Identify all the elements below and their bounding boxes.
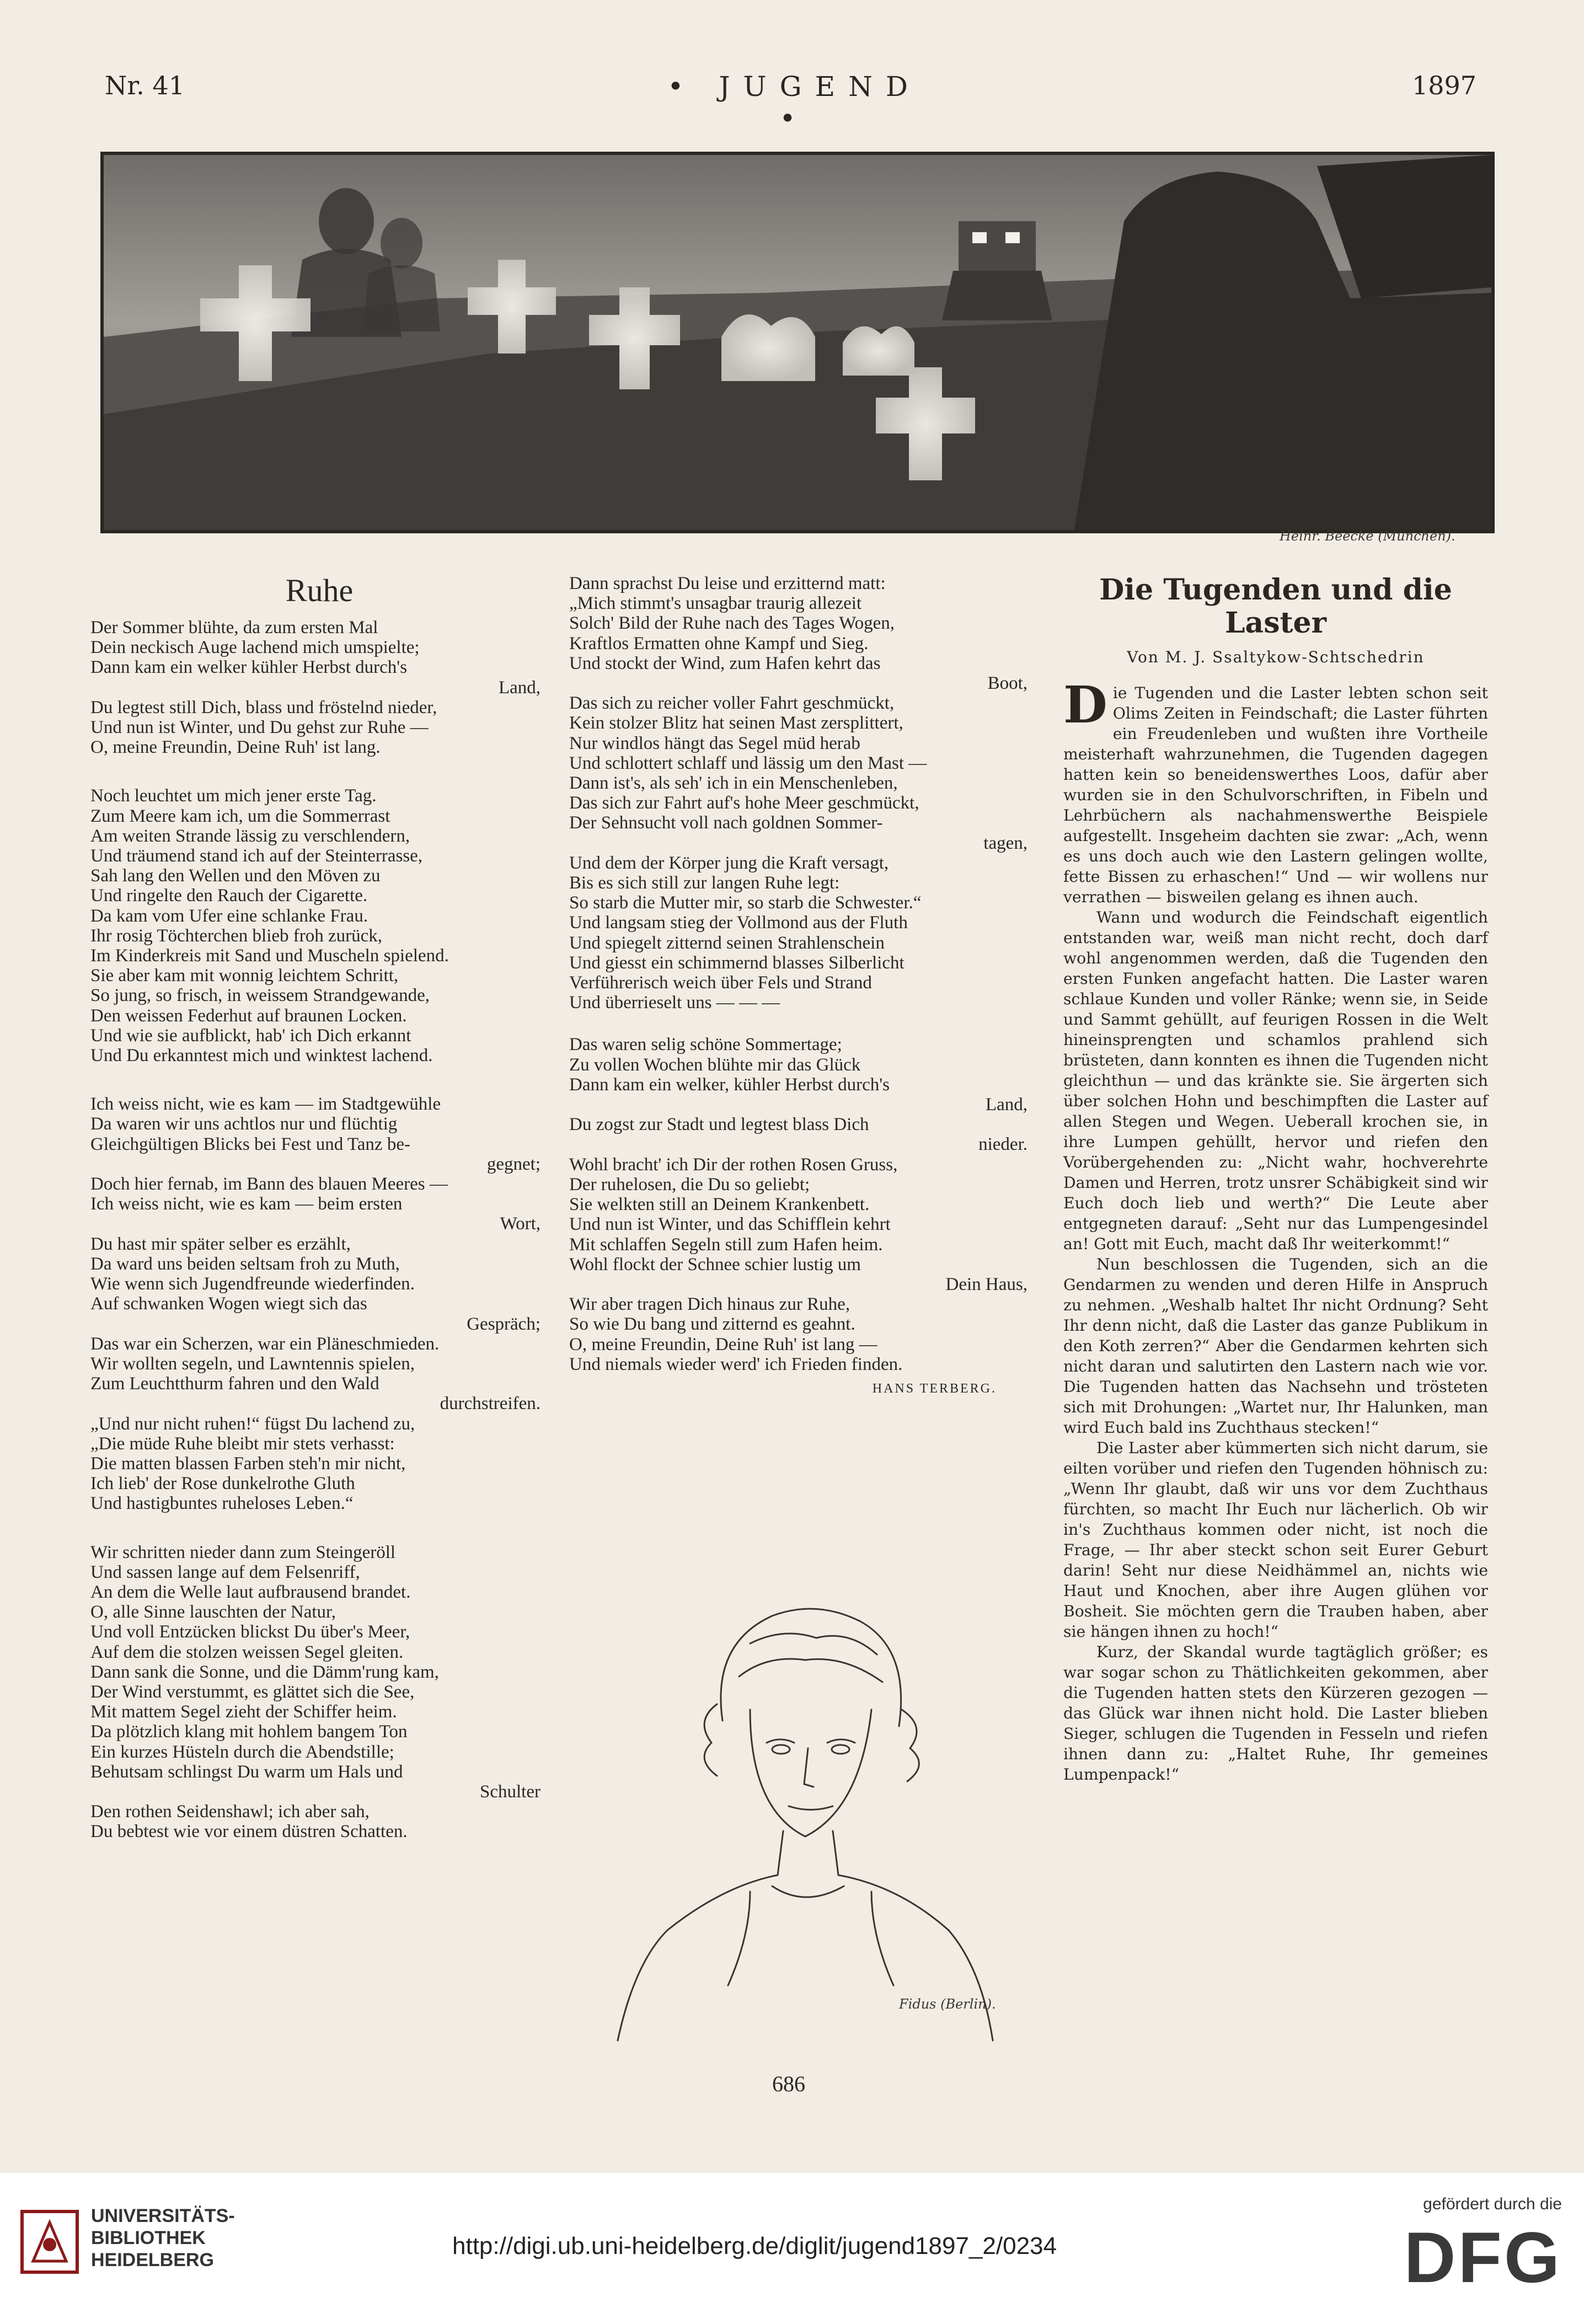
poem-line: An dem die Welle laut aufbrausend brandet.: [90, 1582, 411, 1602]
poem-line: Sie welkten still an Deinem Krankenbett.: [569, 1195, 870, 1215]
essay-paragraph: Kurz, der Skandal wurde tagtäglich größer; es war sogar schon zu Thätlichkeiten gekommen, aber die Tugenden hatten stets den Kürzeren gezogen — das Glück war ihnen nicht hold. Die Laster blieben Sieger, schlugen die Tugenden in Fesseln und riefen ihnen dann zu: „Haltet Ruhe, Ihr gemeines Lumpenpack!“: [1063, 1643, 1488, 1784]
poem-title: Ruhe: [285, 572, 354, 608]
illustration-credit: Heinr. Beecke (München).: [1280, 528, 1455, 544]
poem-stanza: [90, 618, 548, 757]
poem-line: Da waren wir uns achtlos nur und flüchtig: [90, 1114, 398, 1134]
poem-stanza: [569, 1035, 1035, 1374]
poem-line: Der Wind verstummt, es glättet sich die See,: [90, 1682, 415, 1702]
poem-line: Und langsam stieg der Vollmond aus der Fluth: [569, 913, 908, 933]
poem-line: Ich weiss nicht, wie es kam — beim ersten: [90, 1194, 403, 1214]
poem-stanza: [569, 574, 1035, 1013]
essay-body: [1063, 675, 1488, 1785]
poem-line: Den rothen Seidenshawl; ich aber sah,: [90, 1802, 370, 1822]
poem-line: Ich weiss nicht, wie es kam — im Stadtgewühle: [90, 1094, 441, 1115]
poem-line: Wie wenn sich Jugendfreunde wiederfinden.: [90, 1274, 415, 1294]
poem-line: Und spiegelt zitternd seinen Strahlenschein: [569, 933, 885, 953]
poem-line: „Und nur nicht ruhen!“ fügst Du lachend zu,: [90, 1413, 415, 1434]
portrait-drawing: [585, 1577, 1026, 2052]
funding-note: gefördert durch die: [1423, 2195, 1562, 2213]
poem-line: Auf schwanken Wogen wiegt sich das: [90, 1294, 367, 1314]
poem-line: Verführerisch weich über Fels und Strand: [569, 973, 872, 993]
essay-paragraph: Nun beschlossen die Tugenden, sich an die Gendarmen zu wenden und deren Hilfe in Anspruch zu nehmen. „Weshalb haltet Ihr nicht Ordnung? Seht Ihr denn nicht, daß die Laster das ganze Publikum in den Koth zerren?“ Aber die Gendarmen kehrten sich nicht daran und salutirten den Lastern nach wie vor. Die Tugenden hatten das Nachsehn und trösteten sich mit Drohungen: „Wartet nur, Ihr Halunken, man wird Euch bald ins Zuchthaus stecken!“: [1063, 1255, 1488, 1437]
poem-line: Die matten blassen Farben steh'n mir nicht,: [90, 1453, 406, 1474]
poem-line: Und niemals wieder werd' ich Frieden finden.: [569, 1354, 903, 1374]
poem-line: Da plötzlich klang mit hohlem bangem Ton: [90, 1722, 408, 1742]
poem-line: tagen,: [983, 833, 1028, 853]
university-seal-icon: [17, 2206, 83, 2278]
poem-line: Und voll Entzücken blickst Du über's Meer,: [90, 1622, 410, 1642]
poem-line: Der Sehnsucht voll nach goldnen Sommer-: [569, 813, 883, 833]
poem-line: So starb die Mutter mir, so starb die Schwester.“: [569, 893, 922, 913]
poem-line: Zu vollen Wochen blühte mir das Glück: [569, 1054, 861, 1075]
poem-line: Das war ein Scherzen, war ein Pläneschmieden.: [90, 1334, 440, 1354]
poem-line: Solch' Bild der Ruhe nach des Tages Wogen,: [569, 613, 895, 634]
graveyard-illustration: [100, 152, 1495, 533]
poem-stanza: [90, 1094, 548, 1513]
poem-line: Behutsam schlingst Du warm um Hals und: [90, 1761, 403, 1782]
essay-paragraph: Wann und wodurch die Feindschaft eigentlich entstanden war, weiß man nicht recht, doch darf wohl angenommen werden, daß die Tugenden den ersten Funken angefacht hatten. Die Laster waren schlaue Kunden und voller Ränke; wenn sie, in Seide und Sammt gehüllt, auf feurigen Rossen in die Welt hineinsprengten und schamlos prahlend sich brüsteten, dann konnten es ihnen die Tugenden nicht gleichthun — und das kränkte sie. Sie ärgerten sich über solchen Hohn und beschimpften die Laster auf allen Stegen und Wegen. Ueberall krochen sie, in ihre Lumpen gehüllt, hervor und riefen den Vorübergehenden zu: „Nicht wahr, hochverehrte Damen und Herren, trotz unsrer Schäbigkeit sind wir Euch doch lieb und werth?“ Die Leute aber entgegneten darauf: „Seht nur das Lumpengesindel an! Gott mit Euch, macht daß Ihr weiterkommt!“: [1063, 908, 1488, 1254]
poem-line: Dein neckisch Auge lachend mich umspielte;: [90, 638, 420, 658]
poem-stanza: [90, 786, 548, 1065]
poem-line: Gleichgültigen Blicks bei Fest und Tanz be-: [90, 1134, 410, 1154]
poem-line: Das sich zur Fahrt auf's hohe Meer geschmückt,: [569, 793, 919, 813]
poem-line: Da ward uns beiden seltsam froh zu Muth,: [90, 1254, 400, 1274]
poem-line: Und giesst ein schimmernd blasses Silberlicht: [569, 952, 905, 973]
poem-line: Und hastigbuntes ruheloses Leben.“: [90, 1493, 354, 1514]
poem-line: Ein kurzes Hüsteln durch die Abendstille;: [90, 1742, 394, 1762]
poem-line: Und dem der Körper jung die Kraft versagt,: [569, 853, 889, 873]
poem-line: Land,: [985, 1095, 1028, 1115]
poem-line: Du bebtest wie vor einem düstren Schatten.: [90, 1822, 408, 1842]
essay-paragraph: Die Tugenden und die Laster lebten schon seit Olims Zeiten in Feindschaft; die Laster führten ein Freudenleben und wußten ihre Vortheile meisterhaft wahrzunehmen, die Tugenden dagegen hatten kein so beneidenswerthes Loos, dafür aber wurden sie in den Schulvorschriften, in Fibeln und Lehrbüchern als nachahmenswerthe Beispiele aufgestellt. Insgeheim dachten sie zwar: „Ach, wenn es uns doch auch wie den Lastern gelingen wollte, fette Bissen zu erhaschen!“ Und — wir wollens nur verrathen — bisweilen gelang es ihnen auch.: [1063, 675, 1488, 907]
poem-column-2: [569, 574, 1035, 1399]
source-url-link[interactable]: http://digi.ub.uni-heidelberg.de/diglit/jugend1897_2/0234: [452, 2232, 1057, 2259]
poem-line: Der ruhelosen, die Du so geliebt;: [569, 1174, 810, 1195]
poem-line: Dann kam ein welker kühler Herbst durch's: [90, 657, 408, 678]
poem-line: Mit schlaffen Segeln still zum Hafen heim.: [569, 1234, 883, 1255]
poem-line: nieder.: [978, 1134, 1028, 1155]
poem-line: Wir aber tragen Dich hinaus zur Ruhe,: [569, 1294, 850, 1315]
poem-line: Bis es sich still zur langen Ruhe legt:: [569, 873, 840, 893]
poem-line: Wohl bracht' ich Dir der rothen Rosen Gruss,: [569, 1154, 898, 1175]
essay-paragraph: Die Laster aber kümmerten sich nicht darum, sie eilten vorüber und riefen den Tugenden höhnisch zu: „Wenn Ihr glaubt, daß wir uns vor dem Zuchthaus fürchten, so macht Ihr Euch nur lächerlich. Ob wir in's Zuchthaus kommen oder nicht, ist noch die Frage, — Ihr aber steckt schon seit Eurer Geburt darin! Seht nur diese Neidhämmel an, nichts wie Haut und Knochen, aber ihre Augen glühen vor Bosheit. Sie möchten gern die Trauben haben, aber sie hängen ihnen zu hoch!“: [1063, 1439, 1488, 1641]
issue-number: Nr. 41: [105, 71, 185, 100]
poem-line: Dann ist's, als seh' ich in ein Menschenleben,: [569, 773, 898, 794]
poem-line: O, meine Freundin, Deine Ruh' ist lang —: [569, 1334, 877, 1354]
poem-line: Und nun ist Winter, und Du gehst zur Ruhe —: [90, 717, 429, 738]
essay-byline: Von M. J. Ssaltykow-Schtschedrin: [1127, 648, 1425, 666]
poem-line: gegnet;: [486, 1154, 541, 1174]
poem-column-1: [90, 574, 548, 1871]
poem-line: Den weissen Federhut auf braunen Locken.: [90, 1005, 407, 1026]
poem-line: Am weiten Strande lässig zu verschlendern,: [90, 826, 410, 846]
poem-line: Sie aber kam mit wonnig leichtem Schritt,: [90, 966, 399, 986]
poem-line: Und wie sie aufblickt, hab' ich Dich erkannt: [90, 1025, 411, 1046]
poem-line: Und Du erkanntest mich und winktest lachend.: [90, 1046, 433, 1066]
poem-line: Auf dem die stolzen weissen Segel gleiten.: [90, 1642, 404, 1662]
poem-line: O, meine Freundin, Deine Ruh' ist lang.: [90, 737, 381, 758]
poem-line: Und nun ist Winter, und das Schifflein kehrt: [569, 1214, 891, 1235]
poem-line: Und schlottert schlaff und lässig um den Mast —: [569, 753, 927, 773]
year: 1897: [1412, 71, 1477, 100]
university-name: UNIVERSITÄTS- BIBLIOTHEK HEIDELBERG: [91, 2205, 235, 2271]
poem-line: Mit mattem Segel zieht der Schiffer heim.: [90, 1702, 397, 1722]
digitization-footer: [0, 2173, 1584, 2324]
poem-line: „Mich stimmt's unsagbar traurig allezeit: [569, 593, 862, 614]
essay-title: Die Tugenden und die Laster: [1099, 573, 1452, 640]
poem-line: O, alle Sinne lauschten der Natur,: [90, 1602, 336, 1622]
poem-line: Und ringelte den Rauch der Cigarette.: [90, 886, 368, 906]
poem-line: Zum Meere kam ich, um die Sommerrast: [90, 806, 390, 826]
poem-line: Schulter: [480, 1781, 541, 1802]
poem-line: Wort,: [500, 1214, 541, 1234]
poem-line: Das waren selig schöne Sommertage;: [569, 1035, 842, 1055]
essay-column: [1063, 574, 1488, 1785]
poem-author: HANS TERBERG.: [872, 1381, 997, 1396]
poem-line: Sah lang den Wellen und den Möven zu: [90, 866, 381, 886]
poem-line: Wir schritten nieder dann zum Steingeröll: [90, 1542, 396, 1562]
poem-line: Dann sprachst Du leise und erzitternd matt:: [569, 574, 886, 593]
poem-line: Im Kinderkreis mit Sand und Muscheln spielend.: [90, 946, 449, 966]
dfg-logo: DFG: [1404, 2217, 1562, 2298]
poem-stanza: [90, 1543, 548, 1842]
poem-line: Doch hier fernab, im Bann des blauen Meeres —: [90, 1174, 448, 1195]
poem-line: Kein stolzer Blitz hat seinen Mast zersplittert,: [569, 713, 903, 733]
page-number: 686: [772, 2071, 805, 2096]
poem-line: Gespräch;: [467, 1314, 541, 1334]
poem-line: Und überrieselt uns — — —: [569, 993, 780, 1013]
poem-line: Dein Haus,: [945, 1274, 1028, 1294]
poem-line: Da kam vom Ufer eine schlanke Frau.: [90, 906, 368, 926]
poem-line: Land,: [498, 677, 541, 698]
poem-line: Nur windlos hängt das Segel müd herab: [569, 733, 860, 753]
poem-line: Du legtest still Dich, blass und fröstelnd nieder,: [90, 697, 437, 717]
poem-line: Dann sank die Sonne, und die Dämm'rung kam,: [90, 1662, 439, 1682]
poem-line: Du hast mir später selber es erzählt,: [90, 1234, 351, 1254]
poem-line: Wir wollten segeln, und Lawntennis spielen,: [90, 1353, 415, 1374]
poem-line: durchstreifen.: [440, 1394, 541, 1414]
poem-line: Du zogst zur Stadt und legtest blass Dich: [569, 1115, 869, 1135]
poem-line: Kraftlos Ermatten ohne Kampf und Sieg.: [569, 633, 869, 654]
poem-line: Und stockt der Wind, zum Hafen kehrt das: [569, 653, 881, 673]
poem-line: Ich lieb' der Rose dunkelrothe Gluth: [90, 1474, 355, 1494]
poem-line: Zum Leuchtthurm fahren und den Wald: [90, 1374, 379, 1394]
poem-line: Dann kam ein welker, kühler Herbst durch's: [569, 1074, 890, 1095]
poem-line: So wie Du bang und zitternd es geahnt.: [569, 1314, 855, 1335]
drop-cap: D: [1063, 675, 1107, 735]
poem-line: Das sich zu reicher voller Fahrt geschmückt,: [569, 693, 895, 714]
poem-line: „Die müde Ruhe bleibt mir stets verhasst:: [90, 1433, 395, 1454]
poem-line: Wohl flockt der Schnee schier lustig um: [569, 1254, 861, 1275]
poem-line: Und träumend stand ich auf der Steinterrasse,: [90, 846, 423, 866]
poem-line: Der Sommer blühte, da zum ersten Mal: [90, 618, 378, 638]
portrait-credit: Fidus (Berlin).: [899, 1996, 996, 2012]
poem-line: Und sassen lange auf dem Felsenriff,: [90, 1562, 360, 1582]
poem-line: Boot,: [987, 673, 1028, 694]
journal-name: • JUGEND •: [667, 71, 921, 135]
poem-line: Noch leuchtet um mich jener erste Tag.: [90, 786, 377, 806]
poem-line: So jung, so frisch, in weissem Strandgewande,: [90, 986, 430, 1006]
poem-line: Ihr rosig Töchterchen blieb froh zurück,: [90, 925, 383, 946]
